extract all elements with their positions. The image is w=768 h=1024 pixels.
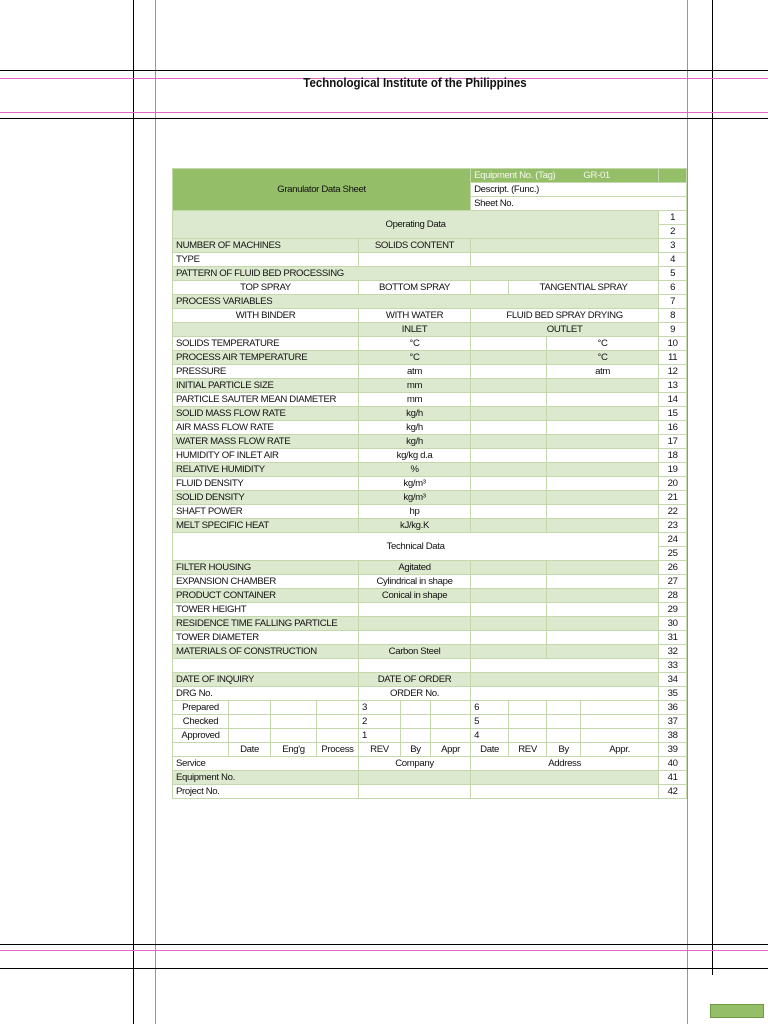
header-appr: Appr. bbox=[581, 743, 659, 757]
table-cell bbox=[509, 729, 547, 743]
variable-outlet-unit bbox=[547, 393, 659, 407]
revision-label: Approved bbox=[173, 729, 229, 743]
line-number: 3 bbox=[659, 239, 687, 253]
line-number: 10 bbox=[659, 337, 687, 351]
variable-outlet-unit: atm bbox=[547, 365, 659, 379]
variable-name: MELT SPECIFIC HEAT bbox=[173, 519, 359, 533]
line-number: 14 bbox=[659, 393, 687, 407]
variable-outlet-unit bbox=[547, 519, 659, 533]
line-number: 26 bbox=[659, 561, 687, 575]
table-row bbox=[173, 365, 687, 379]
table-cell bbox=[471, 379, 547, 393]
revision-number: 3 bbox=[359, 701, 401, 715]
table-cell bbox=[471, 505, 547, 519]
table-cell bbox=[271, 729, 317, 743]
variable-outlet-unit bbox=[547, 491, 659, 505]
table-row bbox=[173, 281, 687, 295]
label-service: Service bbox=[173, 757, 359, 771]
line-number: 36 bbox=[659, 701, 687, 715]
margin-line-right bbox=[712, 0, 713, 975]
table-cell bbox=[359, 771, 471, 785]
table-cell bbox=[471, 421, 547, 435]
table-row bbox=[173, 449, 687, 463]
table-row bbox=[173, 295, 687, 309]
equipment-tag-label: Equipment No. (Tag) bbox=[474, 170, 556, 181]
revision-number: 5 bbox=[471, 715, 509, 729]
table-cell bbox=[271, 701, 317, 715]
technical-name: FILTER HOUSING bbox=[173, 561, 359, 575]
table-cell bbox=[547, 631, 659, 645]
table-cell bbox=[401, 729, 431, 743]
line-number: 17 bbox=[659, 435, 687, 449]
line-number: 35 bbox=[659, 687, 687, 701]
variable-name: RELATIVE HUMIDITY bbox=[173, 463, 359, 477]
table-row bbox=[173, 687, 687, 701]
variable-inlet-unit: kg/kg d.a bbox=[359, 449, 471, 463]
line-number: 21 bbox=[659, 491, 687, 505]
revision-number: 6 bbox=[471, 701, 509, 715]
table-cell bbox=[471, 519, 547, 533]
table-cell bbox=[471, 477, 547, 491]
technical-value: Cylindrical in shape bbox=[359, 575, 471, 589]
header-line-bottom bbox=[0, 118, 768, 119]
table-row bbox=[173, 673, 687, 687]
revision-number: 2 bbox=[359, 715, 401, 729]
header-rev: REV bbox=[359, 743, 401, 757]
table-cell bbox=[471, 393, 547, 407]
line-number: 16 bbox=[659, 421, 687, 435]
variable-outlet-unit bbox=[547, 477, 659, 491]
header-rev: REV bbox=[509, 743, 547, 757]
table-cell bbox=[229, 715, 271, 729]
label-company: Company bbox=[359, 757, 471, 771]
table-cell bbox=[547, 701, 581, 715]
line-number: 39 bbox=[659, 743, 687, 757]
label-order-no: ORDER No. bbox=[359, 687, 471, 701]
line-number: 22 bbox=[659, 505, 687, 519]
label-date-of-inquiry: DATE OF INQUIRY bbox=[173, 673, 359, 687]
table-cell bbox=[471, 561, 547, 575]
variable-outlet-unit bbox=[547, 463, 659, 477]
label-pattern: PATTERN OF FLUID BED PROCESSING bbox=[173, 267, 659, 281]
table-cell bbox=[581, 729, 659, 743]
table-row bbox=[173, 631, 687, 645]
line-number: 32 bbox=[659, 645, 687, 659]
variable-inlet-unit: % bbox=[359, 463, 471, 477]
table-cell bbox=[271, 715, 317, 729]
line-number: 1 bbox=[659, 211, 687, 225]
technical-value: Carbon Steel bbox=[359, 645, 471, 659]
table-row bbox=[173, 729, 687, 743]
margin-line-right-pink bbox=[687, 0, 688, 1024]
table-cell bbox=[229, 729, 271, 743]
technical-value bbox=[359, 631, 471, 645]
variable-inlet-unit: kg/h bbox=[359, 435, 471, 449]
variable-inlet-unit: mm bbox=[359, 379, 471, 393]
header-appr: Appr bbox=[431, 743, 471, 757]
line-number: 12 bbox=[659, 365, 687, 379]
table-cell bbox=[317, 729, 359, 743]
variable-outlet-unit bbox=[547, 449, 659, 463]
corner-tab bbox=[710, 1004, 764, 1018]
variable-inlet-unit: kg/m³ bbox=[359, 491, 471, 505]
granulator-data-sheet bbox=[172, 168, 686, 799]
table-row bbox=[173, 519, 687, 533]
label-fluid-bed-spray-drying: FLUID BED SPRAY DRYING bbox=[471, 309, 659, 323]
line-number: 37 bbox=[659, 715, 687, 729]
line-number: 2 bbox=[659, 225, 687, 239]
table-cell bbox=[509, 701, 547, 715]
variable-inlet-unit: °C bbox=[359, 351, 471, 365]
table-row bbox=[173, 393, 687, 407]
table-cell bbox=[471, 631, 547, 645]
table-cell bbox=[471, 589, 547, 603]
line-number: 8 bbox=[659, 309, 687, 323]
variable-name: AIR MASS FLOW RATE bbox=[173, 421, 359, 435]
table-row bbox=[173, 211, 687, 225]
header-line-bottom-pink bbox=[0, 112, 768, 113]
variable-name: INITIAL PARTICLE SIZE bbox=[173, 379, 359, 393]
variable-inlet-unit: kJ/kg.K bbox=[359, 519, 471, 533]
table-cell bbox=[401, 701, 431, 715]
table-row bbox=[173, 645, 687, 659]
variable-name: PRESSURE bbox=[173, 365, 359, 379]
table-cell bbox=[547, 645, 659, 659]
table-cell bbox=[359, 253, 471, 267]
sheet-no-label: Sheet No. bbox=[471, 197, 687, 211]
label-process-variables: PROCESS VARIABLES bbox=[173, 295, 659, 309]
variable-inlet-unit: kg/h bbox=[359, 421, 471, 435]
table-row bbox=[173, 561, 687, 575]
technical-name: MATERIALS OF CONSTRUCTION bbox=[173, 645, 359, 659]
variable-outlet-unit bbox=[547, 505, 659, 519]
table-cell bbox=[547, 561, 659, 575]
table-cell bbox=[317, 701, 359, 715]
technical-value bbox=[359, 603, 471, 617]
variable-inlet-unit: °C bbox=[359, 337, 471, 351]
table-cell bbox=[547, 603, 659, 617]
line-number: 29 bbox=[659, 603, 687, 617]
line-number: 30 bbox=[659, 617, 687, 631]
revision-label: Prepared bbox=[173, 701, 229, 715]
variable-outlet-unit: °C bbox=[547, 351, 659, 365]
revision-number: 4 bbox=[471, 729, 509, 743]
table-cell bbox=[431, 701, 471, 715]
table-cell bbox=[431, 729, 471, 743]
table-row bbox=[173, 379, 687, 393]
line-number: 38 bbox=[659, 729, 687, 743]
table-row bbox=[173, 505, 687, 519]
footer-line-pink bbox=[0, 950, 768, 951]
technical-value bbox=[359, 617, 471, 631]
table-cell bbox=[471, 785, 659, 799]
table-cell bbox=[471, 645, 547, 659]
table-row bbox=[173, 421, 687, 435]
table-cell bbox=[471, 673, 659, 687]
table-cell bbox=[471, 603, 547, 617]
line-number: 23 bbox=[659, 519, 687, 533]
section-technical-data: Technical Data bbox=[173, 533, 659, 561]
variable-inlet-unit: mm bbox=[359, 393, 471, 407]
table-cell bbox=[547, 715, 581, 729]
table-row bbox=[173, 407, 687, 421]
line-number: 11 bbox=[659, 351, 687, 365]
variable-outlet-unit bbox=[547, 421, 659, 435]
table-cell bbox=[471, 449, 547, 463]
technical-name: EXPANSION CHAMBER bbox=[173, 575, 359, 589]
table-row bbox=[173, 253, 687, 267]
table-cell bbox=[471, 351, 547, 365]
label-type: TYPE bbox=[173, 253, 359, 267]
table-cell bbox=[359, 659, 471, 673]
table-row bbox=[173, 351, 687, 365]
table-cell bbox=[471, 687, 659, 701]
table-cell bbox=[471, 337, 547, 351]
header-date: Date bbox=[229, 743, 271, 757]
variable-name: PROCESS AIR TEMPERATURE bbox=[173, 351, 359, 365]
variable-outlet-unit bbox=[547, 379, 659, 393]
label-bottom-spray: BOTTOM SPRAY bbox=[359, 281, 471, 295]
table-row bbox=[173, 463, 687, 477]
variable-outlet-unit bbox=[547, 435, 659, 449]
table-cell bbox=[471, 659, 659, 673]
line-number: 15 bbox=[659, 407, 687, 421]
table-cell bbox=[229, 701, 271, 715]
line-number: 20 bbox=[659, 477, 687, 491]
line-number: 34 bbox=[659, 673, 687, 687]
table-cell bbox=[471, 253, 659, 267]
table-cell bbox=[471, 491, 547, 505]
table-row bbox=[173, 757, 687, 771]
revision-number: 1 bbox=[359, 729, 401, 743]
label-date-of-order: DATE OF ORDER bbox=[359, 673, 471, 687]
cell bbox=[471, 239, 659, 253]
label-outlet: OUTLET bbox=[471, 323, 659, 337]
table-row bbox=[173, 743, 687, 757]
document-title: Technological Institute of the Philippines bbox=[303, 76, 527, 90]
label-tangential-spray: TANGENTIAL SPRAY bbox=[509, 281, 659, 295]
variable-name: SOLIDS TEMPERATURE bbox=[173, 337, 359, 351]
table-cell bbox=[471, 463, 547, 477]
table-cell bbox=[471, 281, 509, 295]
footer-line-top bbox=[0, 944, 768, 945]
variable-name: SOLID MASS FLOW RATE bbox=[173, 407, 359, 421]
label-number-of-machines: NUMBER OF MACHINES bbox=[173, 239, 359, 253]
label-top-spray: TOP SPRAY bbox=[173, 281, 359, 295]
line-number: 4 bbox=[659, 253, 687, 267]
line-number: 18 bbox=[659, 449, 687, 463]
table-row bbox=[173, 617, 687, 631]
label-drg-no: DRG No. bbox=[173, 687, 359, 701]
data-sheet-table bbox=[172, 168, 687, 799]
equipment-tag-cell bbox=[471, 169, 659, 183]
technical-value: Agitated bbox=[359, 561, 471, 575]
technical-name: TOWER DIAMETER bbox=[173, 631, 359, 645]
variable-inlet-unit: kg/m³ bbox=[359, 477, 471, 491]
line-number: 40 bbox=[659, 757, 687, 771]
header-engg: Eng'g bbox=[271, 743, 317, 757]
table-cell bbox=[359, 785, 471, 799]
header-line-top bbox=[0, 70, 768, 71]
line-number: 24 bbox=[659, 533, 687, 547]
variable-name: WATER MASS FLOW RATE bbox=[173, 435, 359, 449]
line-number: 33 bbox=[659, 659, 687, 673]
table-row bbox=[173, 435, 687, 449]
variable-name: SHAFT POWER bbox=[173, 505, 359, 519]
line-number: 41 bbox=[659, 771, 687, 785]
technical-value: Conical in shape bbox=[359, 589, 471, 603]
table-row bbox=[173, 267, 687, 281]
header-process: Process bbox=[317, 743, 359, 757]
variable-inlet-unit: atm bbox=[359, 365, 471, 379]
table-row bbox=[173, 477, 687, 491]
line-number: 42 bbox=[659, 785, 687, 799]
sheet-title: Granulator Data Sheet bbox=[173, 169, 471, 211]
variable-name: FLUID DENSITY bbox=[173, 477, 359, 491]
line-number: 5 bbox=[659, 267, 687, 281]
table-cell bbox=[547, 617, 659, 631]
table-cell bbox=[401, 715, 431, 729]
line-number: 7 bbox=[659, 295, 687, 309]
table-cell bbox=[471, 435, 547, 449]
line-number: 6 bbox=[659, 281, 687, 295]
table-row bbox=[173, 575, 687, 589]
table-cell bbox=[547, 589, 659, 603]
header-date: Date bbox=[471, 743, 509, 757]
margin-line-left bbox=[133, 0, 134, 1024]
table-cell bbox=[471, 771, 659, 785]
variable-inlet-unit: hp bbox=[359, 505, 471, 519]
table-cell bbox=[581, 701, 659, 715]
descript-label: Descript. (Func.) bbox=[471, 183, 687, 197]
line-number: 27 bbox=[659, 575, 687, 589]
variable-name: HUMIDITY OF INLET AIR bbox=[173, 449, 359, 463]
table-cell bbox=[471, 365, 547, 379]
table-cell bbox=[471, 617, 547, 631]
table-row bbox=[173, 309, 687, 323]
label-solids-content: SOLIDS CONTENT bbox=[359, 239, 471, 253]
equipment-tag-blank bbox=[659, 169, 687, 183]
table-cell bbox=[317, 715, 359, 729]
line-number: 13 bbox=[659, 379, 687, 393]
section-operating-data: Operating Data bbox=[173, 211, 659, 239]
label-equipment-no: Equipment No. bbox=[173, 771, 359, 785]
table-cell bbox=[509, 715, 547, 729]
label-with-water: WITH WATER bbox=[359, 309, 471, 323]
table-row bbox=[173, 659, 687, 673]
variable-name: SOLID DENSITY bbox=[173, 491, 359, 505]
table-row bbox=[173, 533, 687, 547]
variable-outlet-unit: °C bbox=[547, 337, 659, 351]
table-row bbox=[173, 491, 687, 505]
table-cell bbox=[547, 729, 581, 743]
label-with-binder: WITH BINDER bbox=[173, 309, 359, 323]
line-number: 25 bbox=[659, 547, 687, 561]
table-cell bbox=[173, 659, 359, 673]
label-inlet: INLET bbox=[359, 323, 471, 337]
table-row bbox=[173, 337, 687, 351]
table-row bbox=[173, 589, 687, 603]
header-by: By bbox=[547, 743, 581, 757]
variable-name: PARTICLE SAUTER MEAN DIAMETER bbox=[173, 393, 359, 407]
technical-name: PRODUCT CONTAINER bbox=[173, 589, 359, 603]
table-row bbox=[173, 715, 687, 729]
table-cell bbox=[581, 715, 659, 729]
footer-line-bottom bbox=[0, 968, 768, 969]
line-number: 28 bbox=[659, 589, 687, 603]
line-number: 9 bbox=[659, 323, 687, 337]
table-row bbox=[173, 771, 687, 785]
line-number: 19 bbox=[659, 463, 687, 477]
table-row bbox=[173, 239, 687, 253]
table-row bbox=[173, 785, 687, 799]
table-row bbox=[173, 603, 687, 617]
equipment-tag-value: GR-01 bbox=[583, 170, 610, 181]
table-row bbox=[173, 701, 687, 715]
label-address: Address bbox=[471, 757, 659, 771]
label-project-no: Project No. bbox=[173, 785, 359, 799]
revision-label: Checked bbox=[173, 715, 229, 729]
table-cell bbox=[471, 407, 547, 421]
variable-inlet-unit: kg/h bbox=[359, 407, 471, 421]
table-row bbox=[173, 323, 687, 337]
data-sheet-body bbox=[173, 169, 687, 799]
table-cell bbox=[431, 715, 471, 729]
table-cell bbox=[173, 743, 229, 757]
margin-line-left-pink bbox=[155, 0, 156, 1024]
technical-name: RESIDENCE TIME FALLING PARTICLE bbox=[173, 617, 359, 631]
table-cell bbox=[547, 575, 659, 589]
technical-name: TOWER HEIGHT bbox=[173, 603, 359, 617]
table-cell bbox=[471, 575, 547, 589]
header-by: By bbox=[401, 743, 431, 757]
table-cell bbox=[173, 323, 359, 337]
line-number: 31 bbox=[659, 631, 687, 645]
variable-outlet-unit bbox=[547, 407, 659, 421]
